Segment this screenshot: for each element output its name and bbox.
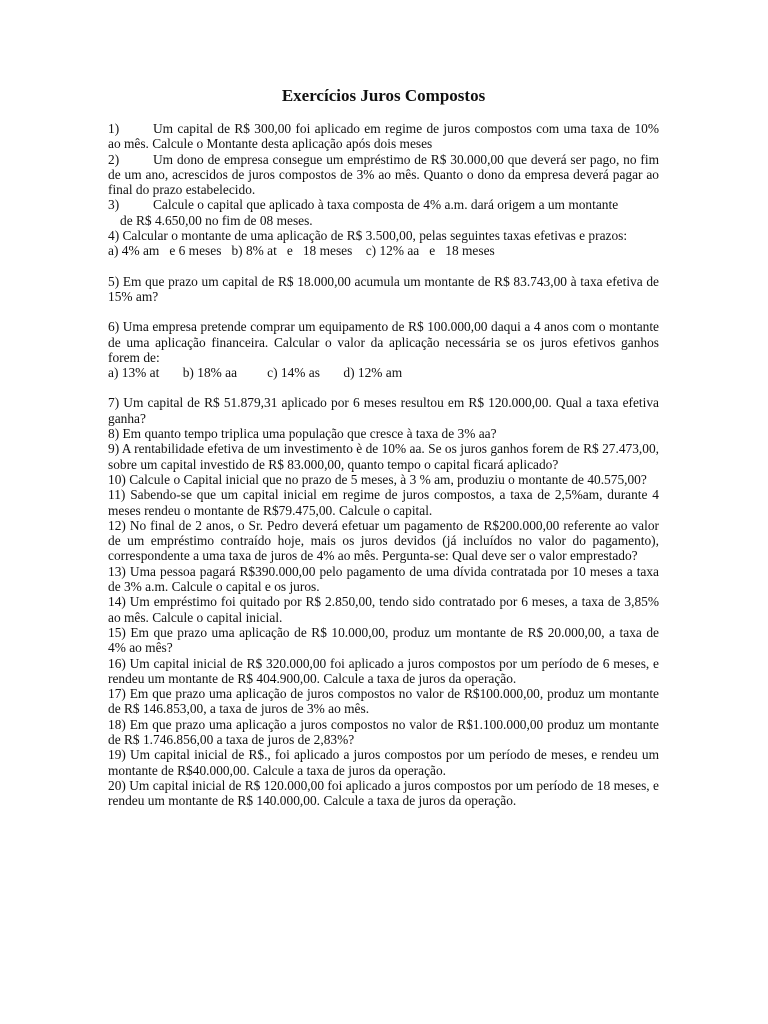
exercise-1 bbox=[108, 121, 659, 152]
exercise-3-number: 3) bbox=[108, 197, 120, 213]
exercise-7: 7) Um capital de R$ 51.879,31 aplicado por 6 meses resultou em R$ 120.000,00. Qual a taxa efetiva ganha? bbox=[108, 395, 659, 426]
exercise-2-text: Um dono de empresa consegue um empréstimo de R$ 30.000,00 que deverá ser pago, no fim de um ano, acrescidos de juros compostos de 3% ao mês. Quanto o dono da empresa deverá pagar ao final do prazo estabelecido. bbox=[108, 151, 659, 198]
exercise-3 bbox=[108, 197, 659, 212]
document-title: Exercícios Juros Compostos bbox=[281, 86, 486, 105]
exercise-4-options: a) 4% am e 6 meses b) 8% at e 18 meses c) 12% aa e 18 meses bbox=[108, 243, 495, 259]
exercise-19: 19) Um capital inicial de R$., foi aplicado a juros compostos por um período de meses, e rendeu um montante de R$40.000,00. Calcule a taxa de juros da operação. bbox=[108, 747, 659, 778]
exercise-2 bbox=[108, 152, 659, 198]
exercise-3-text: Calcule o capital que aplicado à taxa composta de 4% a.m. dará origem a um montante bbox=[153, 197, 619, 213]
exercise-15: 15) Em que prazo uma aplicação de R$ 10.000,00, produz um montante de R$ 20.000,00, a taxa de 4% ao mês? bbox=[108, 624, 659, 656]
exercise-12: 12) No final de 2 anos, o Sr. Pedro deverá efetuar um pagamento de R$200.000,00 referente ao valor de um empréstimo contraído hoje, mais os juros devidos (já incluídos no valor do pagamento), correspondente a uma taxa de juros de 4% ao mês. Pergunta-se: Qual deve ser o valor emprestado? bbox=[108, 517, 659, 564]
exercise-8: 8) Em quanto tempo triplica uma população que cresce à taxa de 3% aa? bbox=[108, 426, 497, 442]
exercise-5: 5) Em que prazo um capital de R$ 18.000,00 acumula um montante de R$ 83.743,00 à taxa efetiva de 15% am? bbox=[108, 273, 659, 304]
exercise-14: 14) Um empréstimo foi quitado por R$ 2.850,00, tendo sido contratado por 6 meses, a taxa de 3,85% ao mês. Calcule o capital inicial. bbox=[108, 594, 659, 625]
exercise-11: 11) Sabendo-se que um capital inicial em regime de juros compostos, a taxa de 2,5%am, durante 4 meses rendeu o montante de R$79.475,00. Calcule o capital. bbox=[108, 487, 659, 518]
exercise-list bbox=[108, 121, 659, 808]
paragraph-gap bbox=[108, 380, 659, 395]
exercise-1-text: Um capital de R$ 300,00 foi aplicado em regime de juros compostos com uma taxa de 10% ao mês. Calcule o Montante desta aplicação após dois meses bbox=[108, 121, 659, 152]
exercise-1-number: 1) bbox=[108, 121, 120, 136]
exercise-16: 16) Um capital inicial de R$ 320.000,00 foi aplicado a juros compostos por um período de 6 meses, e rendeu um montante de R$ 404.900,00. Calcule a taxa de juros da operação. bbox=[108, 655, 659, 686]
exercise-3-continuation: de R$ 4.650,00 no fim de 08 meses. bbox=[120, 212, 313, 228]
exercise-4: 4) Calcular o montante de uma aplicação de R$ 3.500,00, pelas seguintes taxas efetivas e prazos: bbox=[108, 228, 628, 244]
exercise-6-options: a) 13% at b) 18% aa c) 14% as d) 12% am bbox=[108, 365, 403, 381]
exercise-17: 17) Em que prazo uma aplicação de juros compostos no valor de R$100.000,00, produz um montante de R$ 146.853,00, a taxa de juros de 3% ao mês. bbox=[108, 686, 659, 717]
exercise-10: 10) Calcule o Capital inicial que no prazo de 5 meses, à 3 % am, produziu o montante de 40.575,00? bbox=[108, 471, 647, 487]
paragraph-gap bbox=[108, 259, 659, 274]
document-page bbox=[108, 86, 659, 808]
exercise-6: 6) Uma empresa pretende comprar um equipamento de R$ 100.000,00 daqui a 4 anos com o montante de uma aplicação financeira. Calcular o valor da aplicação necessária se os juros efetivos ganhos forem de: bbox=[108, 319, 659, 365]
exercise-13: 13) Uma pessoa pagará R$390.000,00 pelo pagamento de uma dívida contratada por 10 meses a taxa de 3% a.m. Calcule o capital e os juros. bbox=[108, 563, 659, 595]
exercise-2-number: 2) bbox=[108, 151, 120, 167]
exercise-18: 18) Em que prazo uma aplicação a juros compostos no valor de R$1.100.000,00 produz um montante de R$ 1.746.856,00 a taxa de juros de 2,83%? bbox=[108, 716, 659, 747]
paragraph-gap bbox=[108, 304, 659, 319]
exercise-9: 9) A rentabilidade efetiva de um investimento è de 10% aa. Se os juros ganhos forem de R$ 27.473,00, sobre um capital investido de R$ 83.000,00, quanto tempo o capital ficará aplicado? bbox=[108, 441, 659, 472]
exercise-20: 20) Um capital inicial de R$ 120.000,00 foi aplicado a juros compostos por um período de 18 meses, e rendeu um montante de R$ 140.000,00. Calcule a taxa de juros da operação. bbox=[108, 777, 659, 809]
